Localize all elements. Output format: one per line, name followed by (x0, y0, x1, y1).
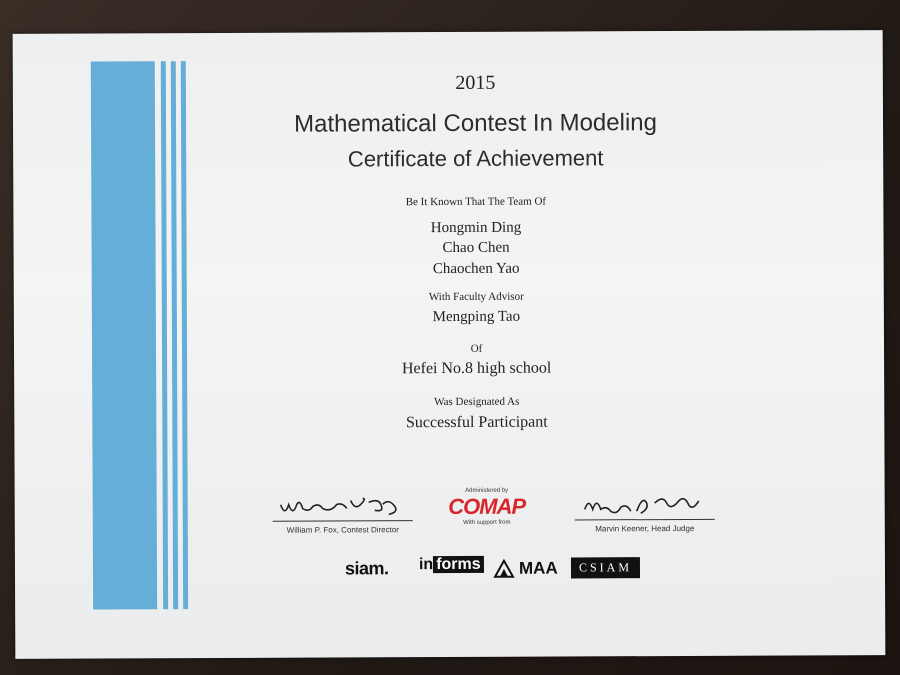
maa-text: MAA (518, 558, 558, 578)
informs-logo (419, 556, 484, 574)
team-member: Chao Chen (442, 239, 510, 257)
signature-line (273, 520, 413, 522)
award-title: Successful Participant (405, 413, 548, 432)
blue-thin-stripe (171, 61, 178, 609)
school-name: Hefei No.8 high school (401, 359, 552, 378)
of-text: Of (470, 342, 483, 355)
director-signature-block (273, 494, 413, 535)
judge-signature-block (575, 493, 715, 534)
comap-logo: COMAP (448, 493, 526, 520)
blue-border-stripe (91, 61, 157, 609)
director-signature (273, 494, 413, 519)
certificate-paper (13, 30, 886, 659)
support-text: With support from (463, 519, 511, 526)
known-text: Be It Known That The Team Of (405, 195, 547, 209)
siam-logo: siam. (344, 558, 389, 579)
team-member: Chaochen Yao (432, 260, 520, 278)
blue-thin-stripe (161, 61, 168, 609)
judge-signature (575, 493, 715, 518)
designated-text: Was Designated As (434, 395, 520, 409)
blue-thin-stripe (181, 61, 188, 609)
certificate-subtitle: Certificate of Achievement (347, 145, 604, 172)
sponsor-logos (345, 553, 745, 585)
team-member: Hongmin Ding (430, 219, 522, 237)
director-name: William P. Fox, Contest Director (286, 525, 399, 535)
csiam-logo: CSIAM (571, 557, 640, 578)
maa-logo (493, 556, 558, 582)
maa-emblem-icon (493, 559, 515, 579)
judge-name: Marvin Keener, Head Judge (595, 523, 695, 534)
advisor-label: With Faculty Advisor (428, 290, 524, 304)
informs-box: forms (433, 556, 484, 573)
administered-by-text: Administered by (465, 487, 509, 494)
advisor-name: Mengping Tao (432, 308, 521, 326)
informs-prefix: in (418, 556, 434, 574)
signature-line (575, 519, 715, 521)
contest-title: Mathematical Contest In Modeling (294, 109, 658, 138)
certificate-year: 2015 (455, 71, 496, 94)
comap-block (447, 488, 527, 526)
